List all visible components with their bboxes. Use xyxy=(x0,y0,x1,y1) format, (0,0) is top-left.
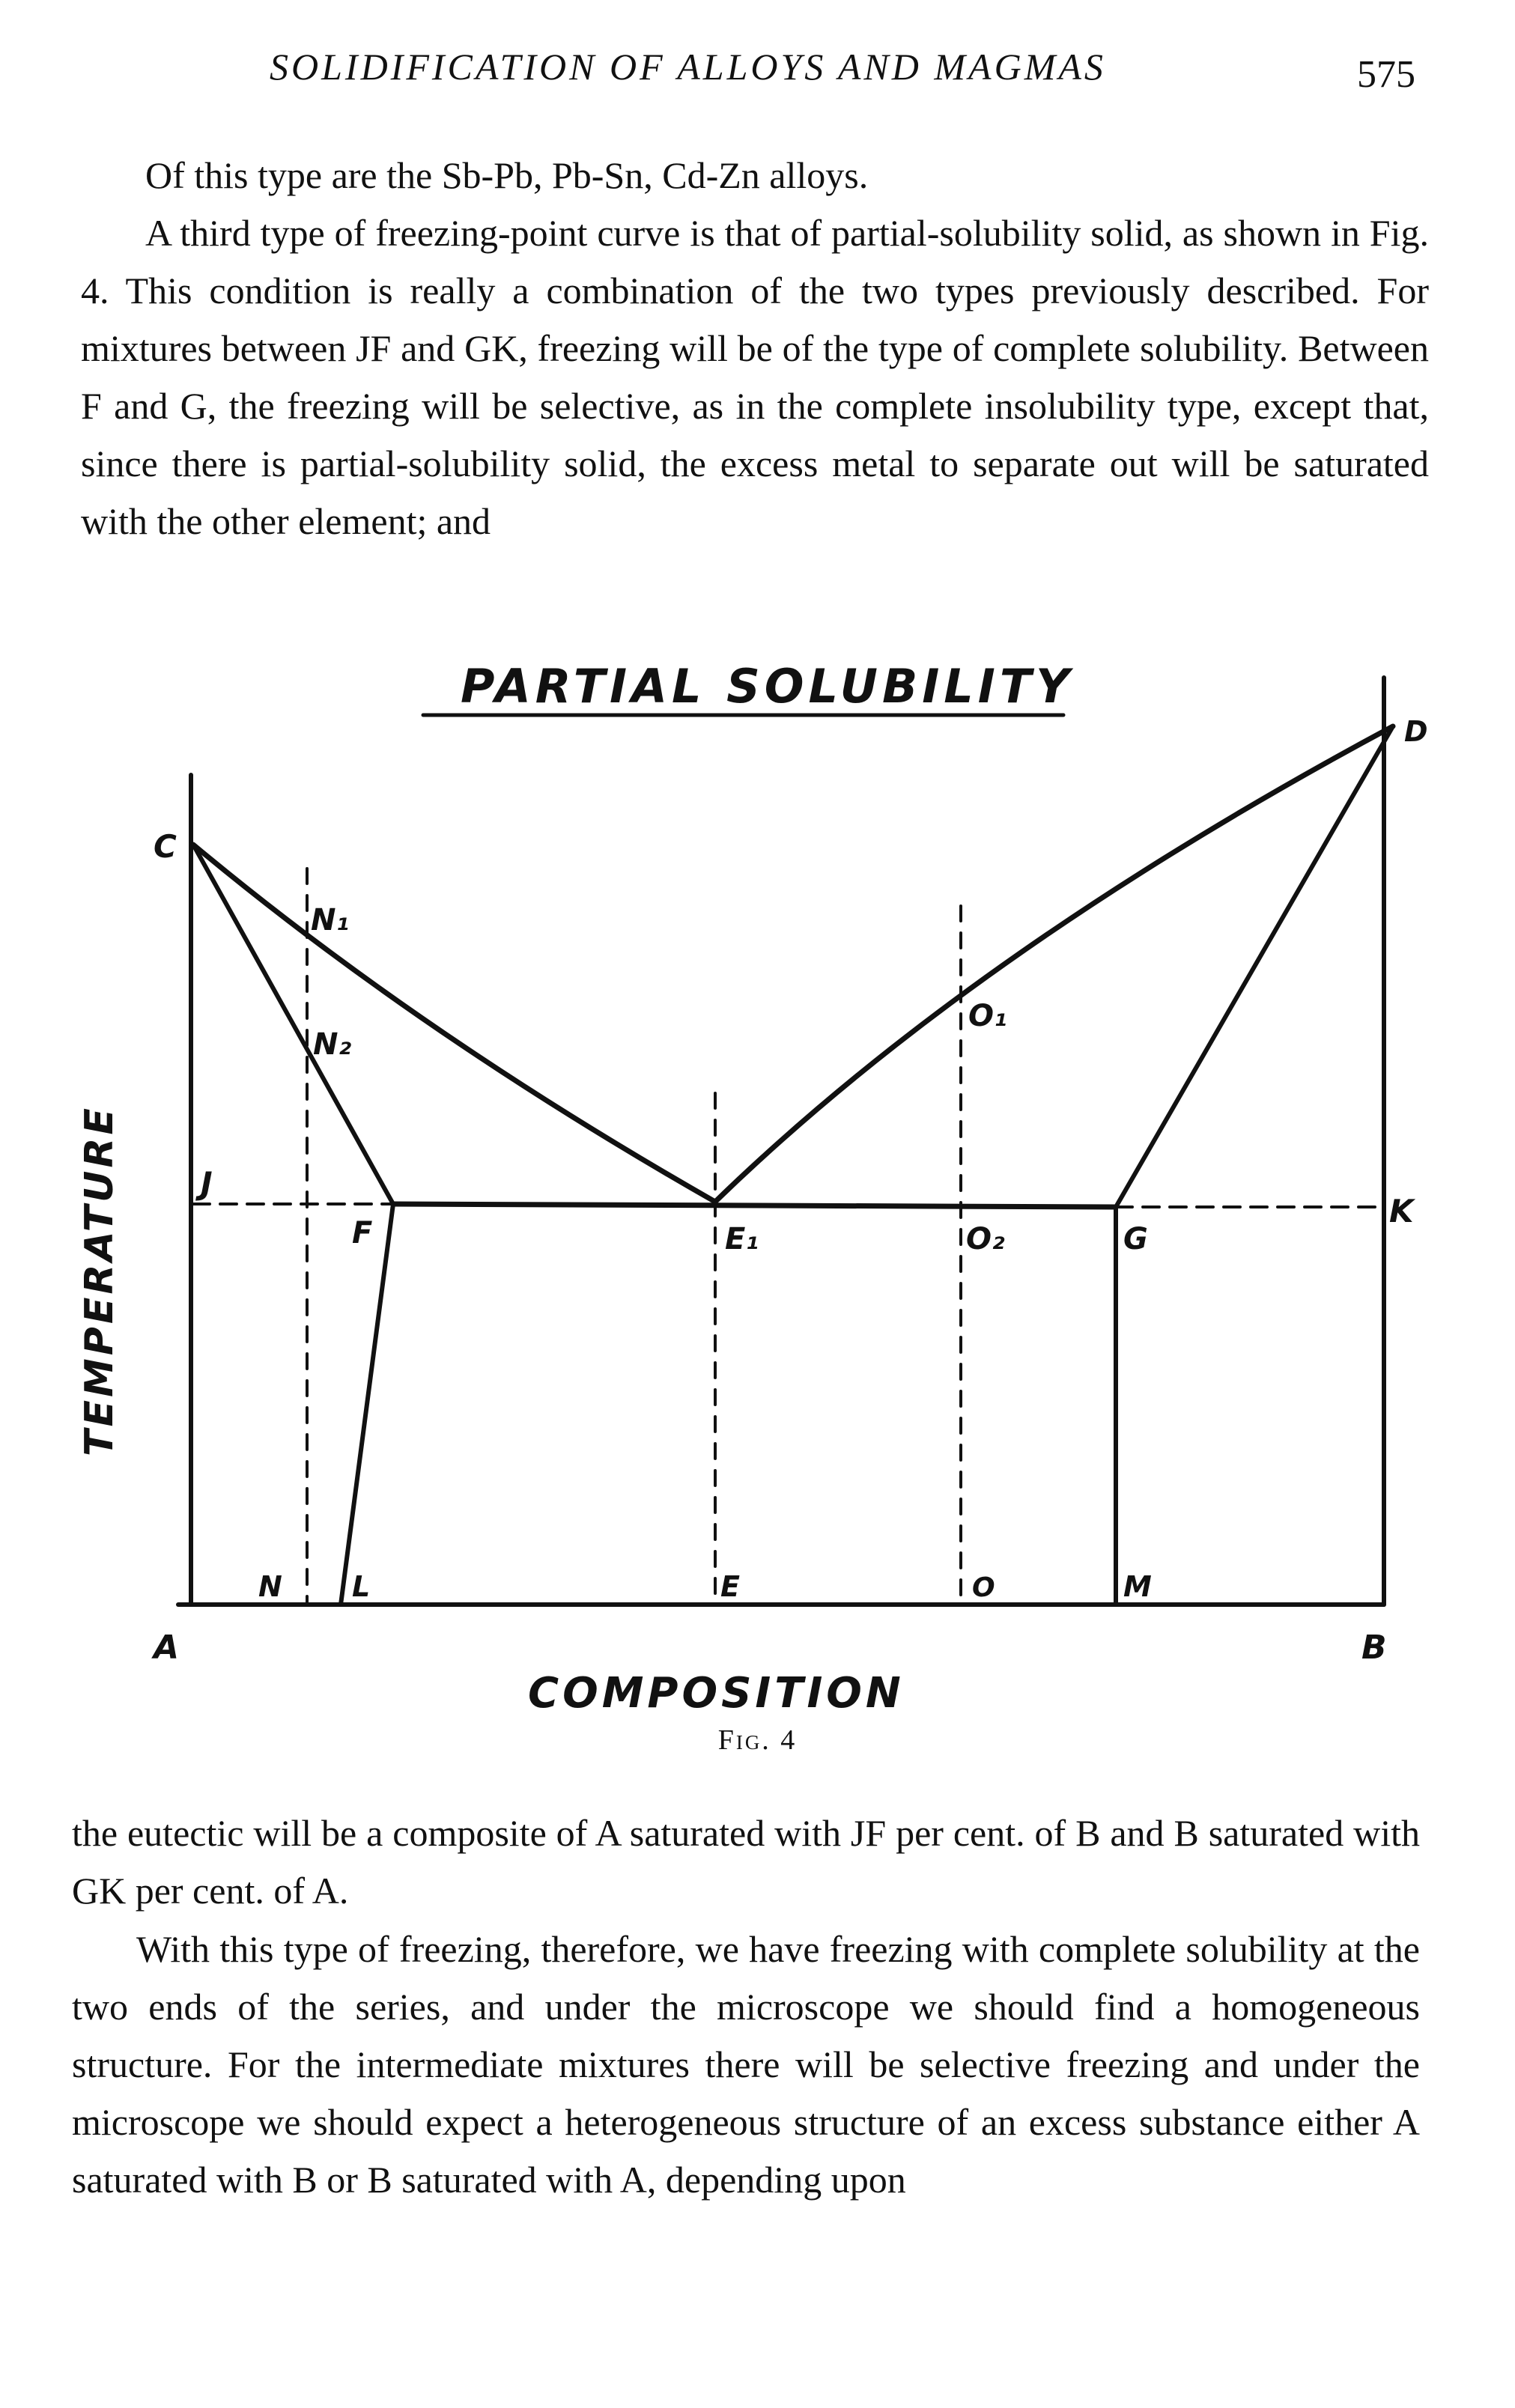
running-head: SOLIDIFICATION OF ALLOYS AND MAGMAS xyxy=(270,46,1106,88)
point-label-n2: N₂ xyxy=(313,1027,351,1062)
point-label-o2: O₂ xyxy=(966,1222,1005,1256)
solidus-c-f xyxy=(193,845,393,1204)
liquidus-c-e1 xyxy=(193,845,715,1202)
point-label-n: N xyxy=(258,1570,282,1603)
point-label-k: K xyxy=(1389,1193,1414,1229)
point-label-e1: E₁ xyxy=(725,1222,759,1256)
paragraph-alloy-types: Of this type are the Sb-Pb, Pb-Sn, Cd-Zn alloys. xyxy=(145,154,869,196)
point-label-n1: N₁ xyxy=(311,903,349,937)
point-label-l: L xyxy=(352,1570,371,1603)
eutectic-line xyxy=(393,1204,1116,1207)
figure-title: PARTIAL SOLUBILITY xyxy=(461,659,1075,714)
point-label-j: J xyxy=(201,1165,213,1202)
figure-partial-solubility xyxy=(0,644,1515,1782)
point-label-d: D xyxy=(1404,715,1428,748)
point-label-e: E xyxy=(720,1570,740,1603)
paragraph-third-type: A third type of freezing-point curve is that of partial-solubility solid, as shown in Fig. 4. This condition is really a combination of the two types previously described. For mixtures between JF and GK, freezing will be of the type of complete solubility. Between F and G, the freezing will be selective, as in the complete insolubility type, except that, since there is partial-solubility solid, the excess metal to separate out will be saturated with the other element; and xyxy=(81,212,1429,542)
paragraph-conclusion: With this type of freezing, therefore, we have freezing with complete solubility at the two ends of the series, and under the microscope we should find a homogeneous structure. For the intermediate mixtures there will be selective freezing and under the microscope we should expect a heterogeneous structure of an excess substance either A saturated with B or B saturated with A, depending upon xyxy=(72,1928,1420,2201)
paragraph-eutectic: the eutectic will be a composite of A saturated with JF per cent. of B and B saturated with GK per cent. of A. xyxy=(72,1812,1420,1912)
page-number: 575 xyxy=(1357,53,1415,96)
figure-caption: Fig. 4 xyxy=(717,1724,798,1756)
point-label-g: G xyxy=(1123,1222,1148,1256)
point-label-c: C xyxy=(154,828,177,865)
liquidus-e1-d xyxy=(715,726,1393,1202)
point-label-o1: O₁ xyxy=(968,999,1007,1033)
point-label-m: M xyxy=(1123,1570,1152,1603)
point-label-o: O xyxy=(972,1572,995,1603)
point-label-b: B xyxy=(1361,1629,1387,1667)
point-label-f: F xyxy=(352,1216,373,1250)
solvus-f-l xyxy=(341,1204,393,1605)
point-label-a: A xyxy=(154,1629,180,1667)
y-axis-label: TEMPERATURE xyxy=(77,1105,122,1456)
solidus-d-g xyxy=(1116,726,1393,1207)
x-axis-label: COMPOSITION xyxy=(528,1669,905,1718)
